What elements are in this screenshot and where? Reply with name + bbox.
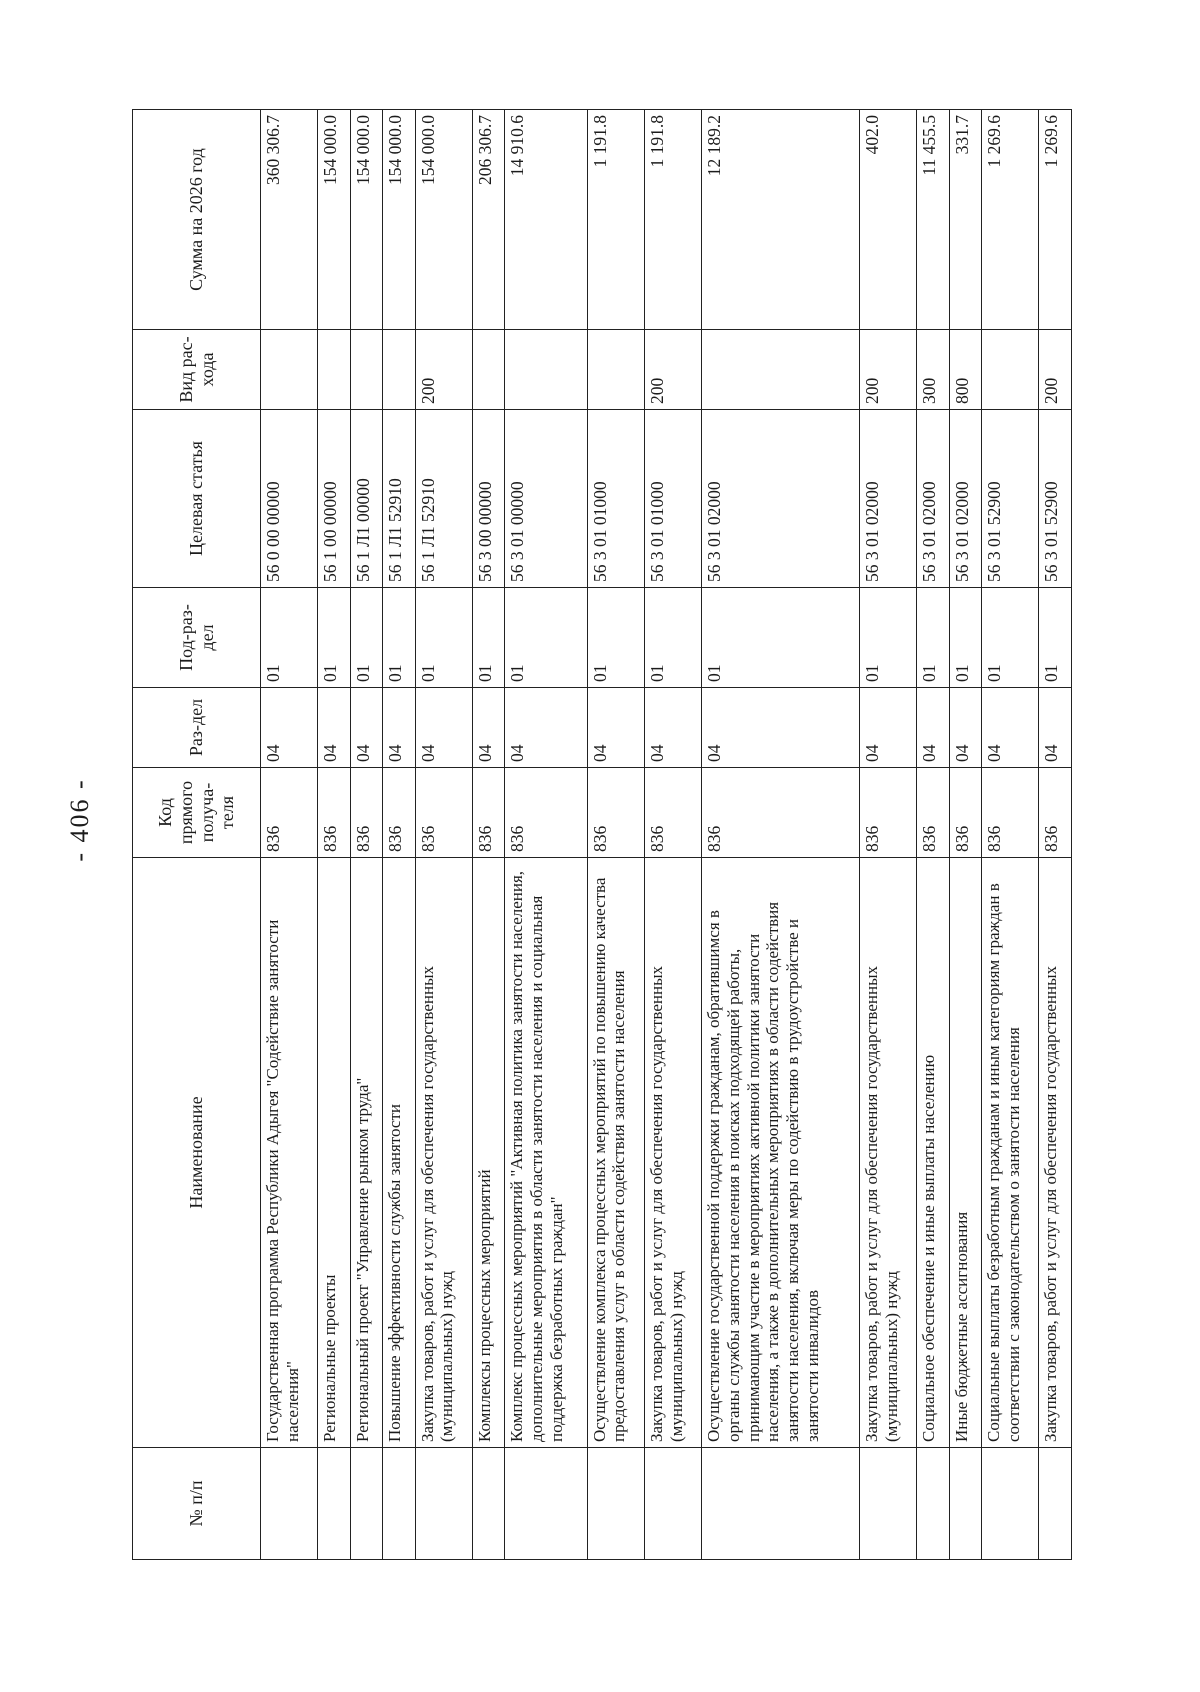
cell-num bbox=[318, 1448, 350, 1560]
cell-section: 04 bbox=[701, 688, 860, 768]
header-name: Наименование bbox=[133, 858, 261, 1448]
cell-section: 04 bbox=[917, 688, 949, 768]
cell-amount: 154 000.0 bbox=[350, 110, 382, 330]
cell-section: 04 bbox=[860, 688, 917, 768]
cell-subsection: 01 bbox=[350, 588, 382, 688]
cell-num bbox=[982, 1448, 1039, 1560]
table-row bbox=[949, 110, 981, 1560]
cell-target-article: 56 1 00 00000 bbox=[318, 410, 350, 588]
cell-amount: 331.7 bbox=[949, 110, 981, 330]
cell-section: 04 bbox=[261, 688, 318, 768]
table-row bbox=[383, 110, 415, 1560]
cell-target-article: 56 3 01 02000 bbox=[860, 410, 917, 588]
cell-target-article: 56 3 01 02000 bbox=[949, 410, 981, 588]
cell-subsection: 01 bbox=[318, 588, 350, 688]
cell-target-article: 56 0 00 00000 bbox=[261, 410, 318, 588]
table-row bbox=[587, 110, 644, 1560]
header-subsection: Под-раз-дел bbox=[133, 588, 261, 688]
cell-expense-type: 200 bbox=[1039, 330, 1072, 410]
cell-num bbox=[860, 1448, 917, 1560]
cell-name: Закупка товаров, работ и услуг для обеспечения государственных (муниципальных) нужд bbox=[860, 858, 917, 1448]
cell-subsection: 01 bbox=[982, 588, 1039, 688]
cell-expense-type bbox=[982, 330, 1039, 410]
cell-subsection: 01 bbox=[949, 588, 981, 688]
cell-amount: 12 189.2 bbox=[701, 110, 860, 330]
cell-expense-type: 300 bbox=[917, 330, 949, 410]
cell-section: 04 bbox=[383, 688, 415, 768]
cell-expense-type bbox=[587, 330, 644, 410]
table-row bbox=[415, 110, 472, 1560]
cell-section: 04 bbox=[982, 688, 1039, 768]
cell-recipient-code: 836 bbox=[415, 768, 472, 858]
cell-amount: 14 910.6 bbox=[505, 110, 587, 330]
cell-subsection: 01 bbox=[587, 588, 644, 688]
table-row bbox=[917, 110, 949, 1560]
cell-section: 04 bbox=[318, 688, 350, 768]
cell-recipient-code: 836 bbox=[860, 768, 917, 858]
cell-subsection: 01 bbox=[701, 588, 860, 688]
cell-expense-type: 200 bbox=[415, 330, 472, 410]
header-expense-type: Вид рас-хода bbox=[133, 330, 261, 410]
cell-target-article: 56 3 01 01000 bbox=[587, 410, 644, 588]
cell-recipient-code: 836 bbox=[587, 768, 644, 858]
table-row bbox=[982, 110, 1039, 1560]
cell-recipient-code: 836 bbox=[350, 768, 382, 858]
page-number: - 406 - bbox=[65, 778, 94, 862]
table-row bbox=[472, 110, 504, 1560]
cell-expense-type bbox=[383, 330, 415, 410]
cell-subsection: 01 bbox=[261, 588, 318, 688]
budget-table bbox=[132, 109, 1072, 1560]
cell-amount: 360 306.7 bbox=[261, 110, 318, 330]
cell-num bbox=[917, 1448, 949, 1560]
header-amount-2026: Сумма на 2026 год bbox=[133, 110, 261, 330]
header-num: № п/п bbox=[133, 1448, 261, 1560]
cell-name: Закупка товаров, работ и услуг для обеспечения государственных (муниципальных) нужд bbox=[644, 858, 701, 1448]
cell-subsection: 01 bbox=[860, 588, 917, 688]
cell-section: 04 bbox=[505, 688, 587, 768]
cell-target-article: 56 1 Л1 52910 bbox=[383, 410, 415, 588]
cell-subsection: 01 bbox=[505, 588, 587, 688]
cell-section: 04 bbox=[644, 688, 701, 768]
cell-name: Региональный проект "Управление рынком труда" bbox=[350, 858, 382, 1448]
cell-name: Повышение эффективности службы занятости bbox=[383, 858, 415, 1448]
cell-recipient-code: 836 bbox=[701, 768, 860, 858]
cell-num bbox=[350, 1448, 382, 1560]
cell-expense-type: 200 bbox=[860, 330, 917, 410]
cell-amount: 154 000.0 bbox=[415, 110, 472, 330]
cell-recipient-code: 836 bbox=[505, 768, 587, 858]
table-row bbox=[860, 110, 917, 1560]
cell-recipient-code: 836 bbox=[644, 768, 701, 858]
cell-section: 04 bbox=[1039, 688, 1072, 768]
cell-expense-type bbox=[472, 330, 504, 410]
cell-section: 04 bbox=[472, 688, 504, 768]
cell-name: Социальное обеспечение и иные выплаты населению bbox=[917, 858, 949, 1448]
cell-name: Комплекс процессных мероприятий "Активная политика занятости населения, дополнительные мероприятия в области занятости населения и социальная поддержка безработных граждан" bbox=[505, 858, 587, 1448]
cell-expense-type bbox=[261, 330, 318, 410]
cell-num bbox=[383, 1448, 415, 1560]
cell-subsection: 01 bbox=[644, 588, 701, 688]
cell-amount: 1 191.8 bbox=[587, 110, 644, 330]
cell-num bbox=[472, 1448, 504, 1560]
cell-num bbox=[644, 1448, 701, 1560]
cell-name: Комплексы процессных мероприятий bbox=[472, 858, 504, 1448]
cell-recipient-code: 836 bbox=[917, 768, 949, 858]
cell-name: Иные бюджетные ассигнования bbox=[949, 858, 981, 1448]
cell-recipient-code: 836 bbox=[982, 768, 1039, 858]
cell-target-article: 56 3 01 02000 bbox=[701, 410, 860, 588]
cell-amount: 1 269.6 bbox=[982, 110, 1039, 330]
cell-subsection: 01 bbox=[415, 588, 472, 688]
cell-amount: 154 000.0 bbox=[318, 110, 350, 330]
cell-expense-type bbox=[701, 330, 860, 410]
cell-recipient-code: 836 bbox=[261, 768, 318, 858]
cell-name: Закупка товаров, работ и услуг для обеспечения государственных (муниципальных) нужд bbox=[415, 858, 472, 1448]
table-row bbox=[701, 110, 860, 1560]
table-row bbox=[1039, 110, 1072, 1560]
cell-subsection: 01 bbox=[917, 588, 949, 688]
cell-amount: 1 269.6 bbox=[1039, 110, 1072, 330]
cell-amount: 1 191.8 bbox=[644, 110, 701, 330]
cell-expense-type bbox=[505, 330, 587, 410]
table-row bbox=[261, 110, 318, 1560]
cell-section: 04 bbox=[415, 688, 472, 768]
header-target-article: Целевая статья bbox=[133, 410, 261, 588]
cell-num bbox=[587, 1448, 644, 1560]
cell-recipient-code: 836 bbox=[383, 768, 415, 858]
cell-amount: 11 455.5 bbox=[917, 110, 949, 330]
cell-target-article: 56 3 01 01000 bbox=[644, 410, 701, 588]
cell-target-article: 56 3 01 52900 bbox=[1039, 410, 1072, 588]
cell-num bbox=[1039, 1448, 1072, 1560]
cell-target-article: 56 3 01 52900 bbox=[982, 410, 1039, 588]
cell-target-article: 56 3 01 02000 bbox=[917, 410, 949, 588]
budget-table-container bbox=[132, 110, 1072, 1560]
cell-subsection: 01 bbox=[1039, 588, 1072, 688]
table-row bbox=[644, 110, 701, 1560]
cell-recipient-code: 836 bbox=[1039, 768, 1072, 858]
cell-name: Социальные выплаты безработным гражданам и иным категориям граждан в соответствии с законодательством о занятости населения bbox=[982, 858, 1039, 1448]
cell-name: Осуществление комплекса процессных мероприятий по повышению качества предоставления услуг в области содействия занятости населения bbox=[587, 858, 644, 1448]
cell-recipient-code: 836 bbox=[949, 768, 981, 858]
cell-name: Закупка товаров, работ и услуг для обеспечения государственных bbox=[1039, 858, 1072, 1448]
cell-recipient-code: 836 bbox=[472, 768, 504, 858]
cell-num bbox=[415, 1448, 472, 1560]
cell-name: Государственная программа Республики Адыгея "Содействие занятости населения" bbox=[261, 858, 318, 1448]
cell-num bbox=[505, 1448, 587, 1560]
cell-name: Региональные проекты bbox=[318, 858, 350, 1448]
header-recipient-code: Код прямого получа-теля bbox=[133, 768, 261, 858]
cell-expense-type: 200 bbox=[644, 330, 701, 410]
cell-section: 04 bbox=[949, 688, 981, 768]
cell-subsection: 01 bbox=[383, 588, 415, 688]
table-row bbox=[318, 110, 350, 1560]
header-row bbox=[133, 110, 261, 1560]
cell-amount: 154 000.0 bbox=[383, 110, 415, 330]
cell-name: Осуществление государственной поддержки гражданам, обратившимся в органы службы занятости населения в поисках подходящей работы, принимающим участие в мероприятиях активной политики занятости населения, а также в дополнительных мероприятиях в области содействия занятости населения, включая меры по содействию в трудоустройстве и занятости инвалидов bbox=[701, 858, 860, 1448]
table-row bbox=[350, 110, 382, 1560]
cell-target-article: 56 1 Л1 52910 bbox=[415, 410, 472, 588]
cell-section: 04 bbox=[350, 688, 382, 768]
cell-num bbox=[701, 1448, 860, 1560]
cell-section: 04 bbox=[587, 688, 644, 768]
cell-target-article: 56 3 00 00000 bbox=[472, 410, 504, 588]
table-row bbox=[505, 110, 587, 1560]
cell-amount: 402.0 bbox=[860, 110, 917, 330]
cell-expense-type bbox=[318, 330, 350, 410]
cell-amount: 206 306.7 bbox=[472, 110, 504, 330]
cell-recipient-code: 836 bbox=[318, 768, 350, 858]
header-section: Раз-дел bbox=[133, 688, 261, 768]
cell-target-article: 56 3 01 00000 bbox=[505, 410, 587, 588]
cell-subsection: 01 bbox=[472, 588, 504, 688]
cell-num bbox=[949, 1448, 981, 1560]
cell-target-article: 56 1 Л1 00000 bbox=[350, 410, 382, 588]
cell-num bbox=[261, 1448, 318, 1560]
cell-expense-type: 800 bbox=[949, 330, 981, 410]
cell-expense-type bbox=[350, 330, 382, 410]
